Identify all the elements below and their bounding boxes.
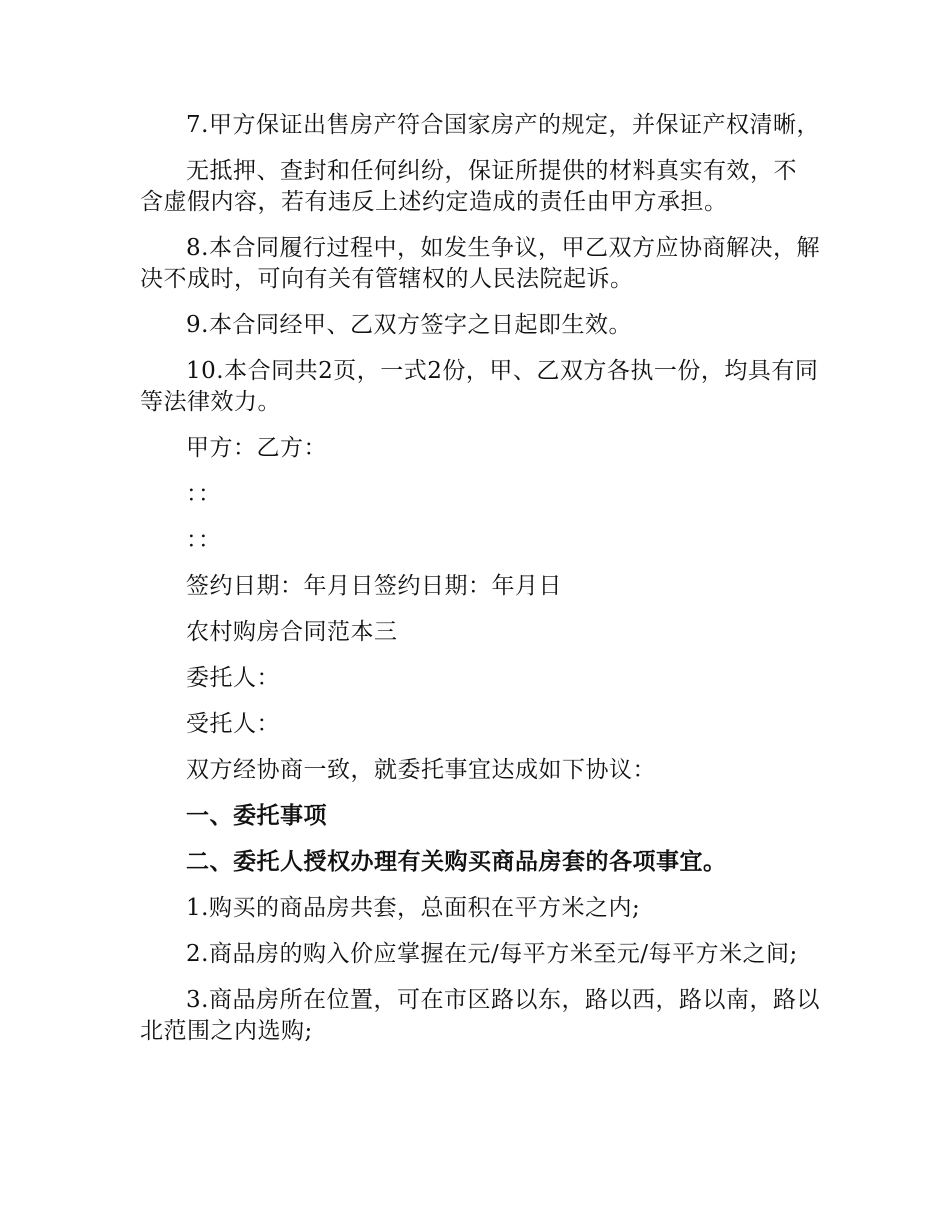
agreement-intro: 双方经协商一致，就委托事宜达成如下协议： <box>186 757 656 783</box>
principal-label: 委托人： <box>186 665 280 691</box>
paragraph-7-seller-guarantee: 7.甲方保证出售房产符合国家房产的规定，并保证产权清晰， <box>186 112 820 138</box>
paragraph-no-mortgage: 无抵押、查封和任何纠纷，保证所提供的材料真实有效，不含虚假内容，若有违反上述约定造成的责任由甲方承担。 <box>140 158 797 215</box>
document-body <box>140 110 820 1062</box>
party-labels: 甲方：乙方： <box>186 435 327 461</box>
section-heading-1: 一、委托事项 <box>186 803 327 829</box>
signature-line-1: ：： <box>186 481 222 507</box>
item-1-quantity-area: 1.购买的商品房共套，总面积在平方米之内; <box>186 895 641 921</box>
agent-label: 受托人： <box>186 711 280 737</box>
paragraph-9-effective: 9.本合同经甲、乙双方签字之日起即生效。 <box>186 312 632 338</box>
signature-line-2: ：： <box>186 527 222 553</box>
template-title: 农村购房合同范本三 <box>186 619 398 645</box>
paragraph-10-copies: 10.本合同共2页，一式2份，甲、乙双方各执一份，均具有同等法律效力。 <box>140 358 819 415</box>
item-2-price-range: 2.商品房的购入价应掌握在元/每平方米至元/每平方米之间; <box>186 941 798 967</box>
paragraph-8-disputes: 8.本合同履行过程中，如发生争议，甲乙双方应协商解决，解决不成时，可向有关有管辖权的人民法院起诉。 <box>140 235 820 292</box>
signing-dates: 签约日期：年月日签约日期：年月日 <box>186 573 562 599</box>
item-3-location: 3.商品房所在位置，可在市区路以东，路以西，路以南，路以北范围之内选购; <box>140 987 820 1044</box>
section-heading-2: 二、委托人授权办理有关购买商品房套的各项事宜。 <box>186 849 727 875</box>
